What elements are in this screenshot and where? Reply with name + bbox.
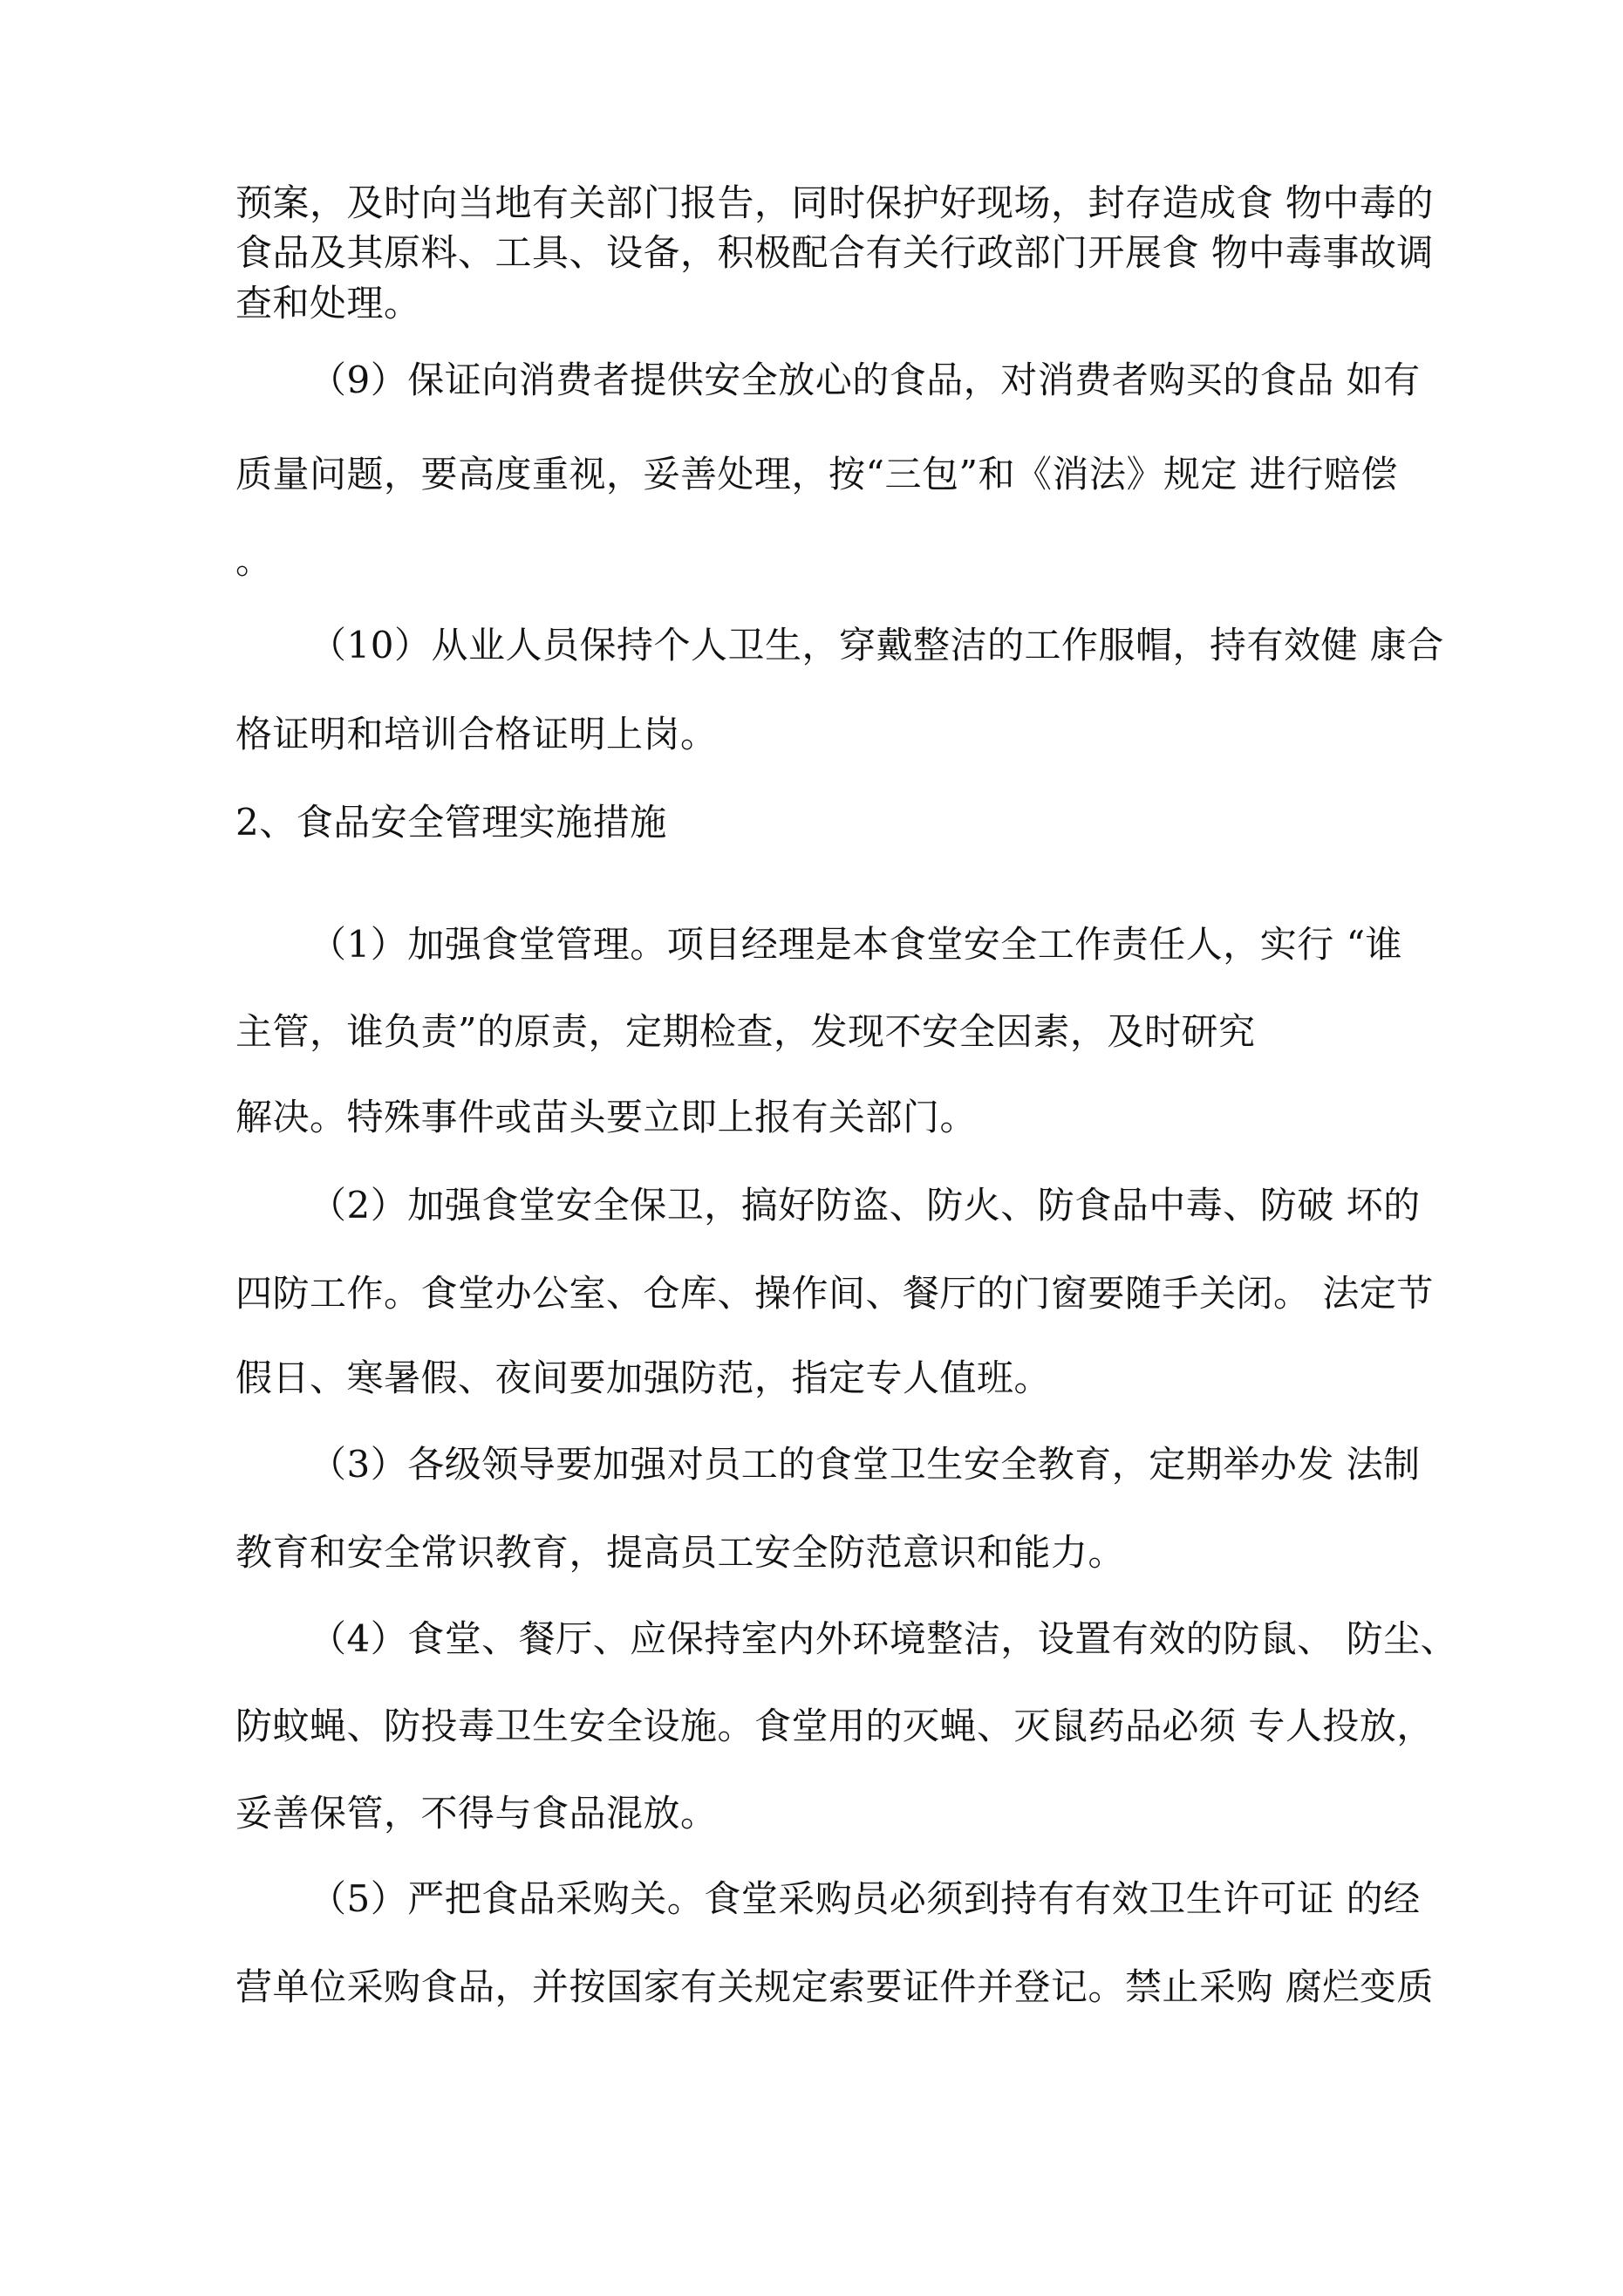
text-line: 。	[235, 539, 273, 582]
text-line: 防蚊蝇、防投毒卫生安全设施。食堂用的灭蝇、灭鼠药品必须 专人投放，	[235, 1705, 1434, 1747]
text-line: 主管，谁负责”的原责，定期检查，发现不安全因素，及时研究	[235, 1010, 1256, 1053]
text-line: 查和处理。	[235, 282, 421, 325]
text-line: 食品及其原料、工具、设备，积极配合有关行政部门开展食 物中毒事故调	[235, 231, 1434, 274]
text-line: （1）加强食堂管理。项目经理是本食堂安全工作责任人，实行 “谁	[310, 923, 1403, 966]
section-heading: 2、食品安全管理实施措施	[235, 801, 667, 844]
text-line: （5）严把食品采购关。食堂采购员必须到持有有效卫生许可证 的经	[310, 1877, 1421, 1920]
text-line: 质量问题，要高度重视，妥善处理，按“三包”和《消法》规定 进行赔偿	[235, 453, 1398, 495]
text-line: 营单位采购食品，并按国家有关规定索要证件并登记。禁止采购 腐烂变质	[235, 1965, 1434, 2008]
text-line: （4）食堂、餐厅、应保持室内外环境整洁，设置有效的防鼠、 防尘、	[310, 1617, 1458, 1660]
text-line: 假日、寒暑假、夜间要加强防范，指定专人值班。	[235, 1356, 1052, 1399]
text-line: 解决。特殊事件或苗头要立即上报有关部门。	[235, 1096, 978, 1138]
text-line: 妥善保管，不得与食品混放。	[235, 1792, 718, 1835]
text-line: （2）加强食堂安全保卫，搞好防盗、防火、防食品中毒、防破 坏的	[310, 1184, 1421, 1227]
text-line: 教育和安全常识教育，提高员工安全防范意识和能力。	[235, 1531, 1126, 1574]
text-line: （9）保证向消费者提供安全放心的食品，对消费者购买的食品 如有	[310, 359, 1421, 401]
text-line: （10）从业人员保持个人卫生，穿戴整洁的工作服帽，持有效健 康合	[310, 624, 1444, 666]
text-line: （3）各级领导要加强对员工的食堂卫生安全教育，定期举办发 法制	[310, 1443, 1421, 1486]
text-line: 预案，及时向当地有关部门报告，同时保护好现场，封存造成食 物中毒的	[235, 181, 1434, 224]
text-line: 四防工作。食堂办公室、仓库、操作间、餐厅的门窗要随手关闭。 法定节	[235, 1272, 1434, 1315]
text-line: 格证明和培训合格证明上岗。	[235, 713, 718, 755]
